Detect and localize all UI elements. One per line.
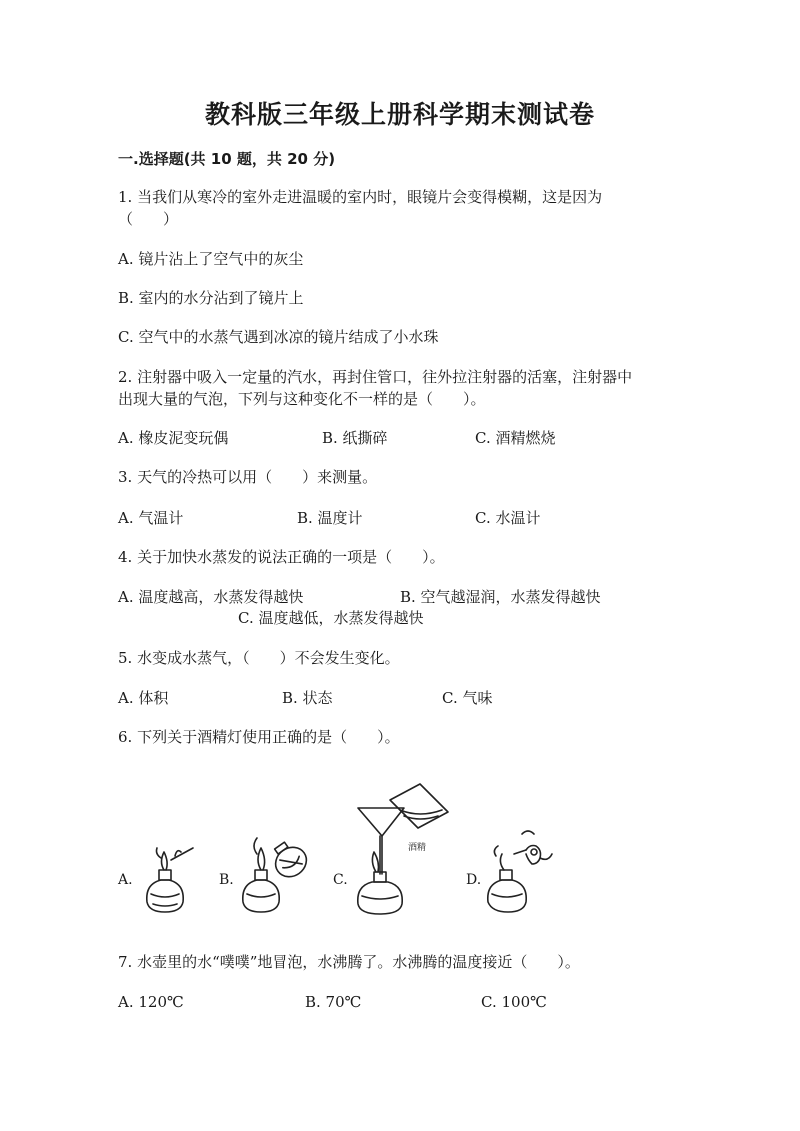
alcohol-lamp-c-illustration (350, 778, 460, 920)
question-2-stem: 2. 注射器中吸入一定量的汽水，再封住管口，往外拉注射器的活塞，注射器中 (118, 368, 633, 386)
question-6-stem: 6. 下列关于酒精灯使用正确的是（ ）。 (118, 728, 400, 746)
figure-label-a: A. (118, 872, 133, 888)
question-5-option-c: C. 气味 (442, 689, 493, 707)
figure-label-b: B. (219, 872, 234, 888)
figure-label-alcohol: 酒精 (408, 843, 427, 853)
question-3-option-c: C. 水温计 (475, 509, 541, 527)
question-3-option-b: B. 温度计 (297, 509, 363, 527)
section-heading: 一.选择题(共 10 题，共 20 分) (118, 150, 336, 168)
question-7-option-b: B. 70℃ (305, 993, 362, 1011)
alcohol-lamp-b-illustration (235, 830, 315, 920)
question-4-option-b: B. 空气越湿润，水蒸发得越快 (400, 588, 601, 606)
question-7-option-a: A. 120℃ (118, 993, 184, 1011)
question-3-stem: 3. 天气的冷热可以用（ ）来测量。 (118, 468, 378, 486)
question-1-option-a: A. 镜片沾上了空气中的灰尘 (118, 250, 304, 268)
alcohol-lamp-a-illustration (135, 840, 205, 920)
question-1-option-b: B. 室内的水分沾到了镜片上 (118, 289, 304, 307)
question-7-option-c: C. 100℃ (481, 993, 547, 1011)
question-3-option-a: A. 气温计 (118, 509, 184, 527)
question-1-option-c: C. 空气中的水蒸气遇到冰凉的镜片结成了小水珠 (118, 328, 439, 346)
page-title: 教科版三年级上册科学期末测试卷 (204, 100, 595, 129)
question-2-option-b: B. 纸撕碎 (322, 429, 388, 447)
figure-label-c: C. (333, 872, 348, 888)
question-1-stem-blank: （ ） (118, 210, 179, 228)
question-4-stem: 4. 关于加快水蒸发的说法正确的一项是（ ）。 (118, 548, 445, 566)
question-5-option-b: B. 状态 (282, 689, 333, 707)
question-7-stem: 7. 水壶里的水“噗噗”地冒泡，水沸腾了。水沸腾的温度接近（ ）。 (118, 953, 580, 971)
question-5-option-a: A. 体积 (118, 689, 169, 707)
question-4-option-a: A. 温度越高，水蒸发得越快 (118, 588, 304, 606)
question-2-option-c: C. 酒精燃烧 (475, 429, 556, 447)
figure-label-d: D. (466, 872, 482, 888)
question-5-stem: 5. 水变成水蒸气，（ ）不会发生变化。 (118, 649, 400, 667)
question-2-option-a: A. 橡皮泥变玩偶 (118, 429, 229, 447)
question-2-stem-line2: 出现大量的气泡，下列与这种变化不一样的是（ ）。 (118, 390, 486, 408)
question-1-stem: 1. 当我们从寒冷的室外走进温暖的室内时，眼镜片会变得模糊，这是因为 (118, 188, 603, 206)
alcohol-lamp-d-illustration (482, 824, 562, 920)
question-4-option-c: C. 温度越低，水蒸发得越快 (238, 609, 424, 627)
